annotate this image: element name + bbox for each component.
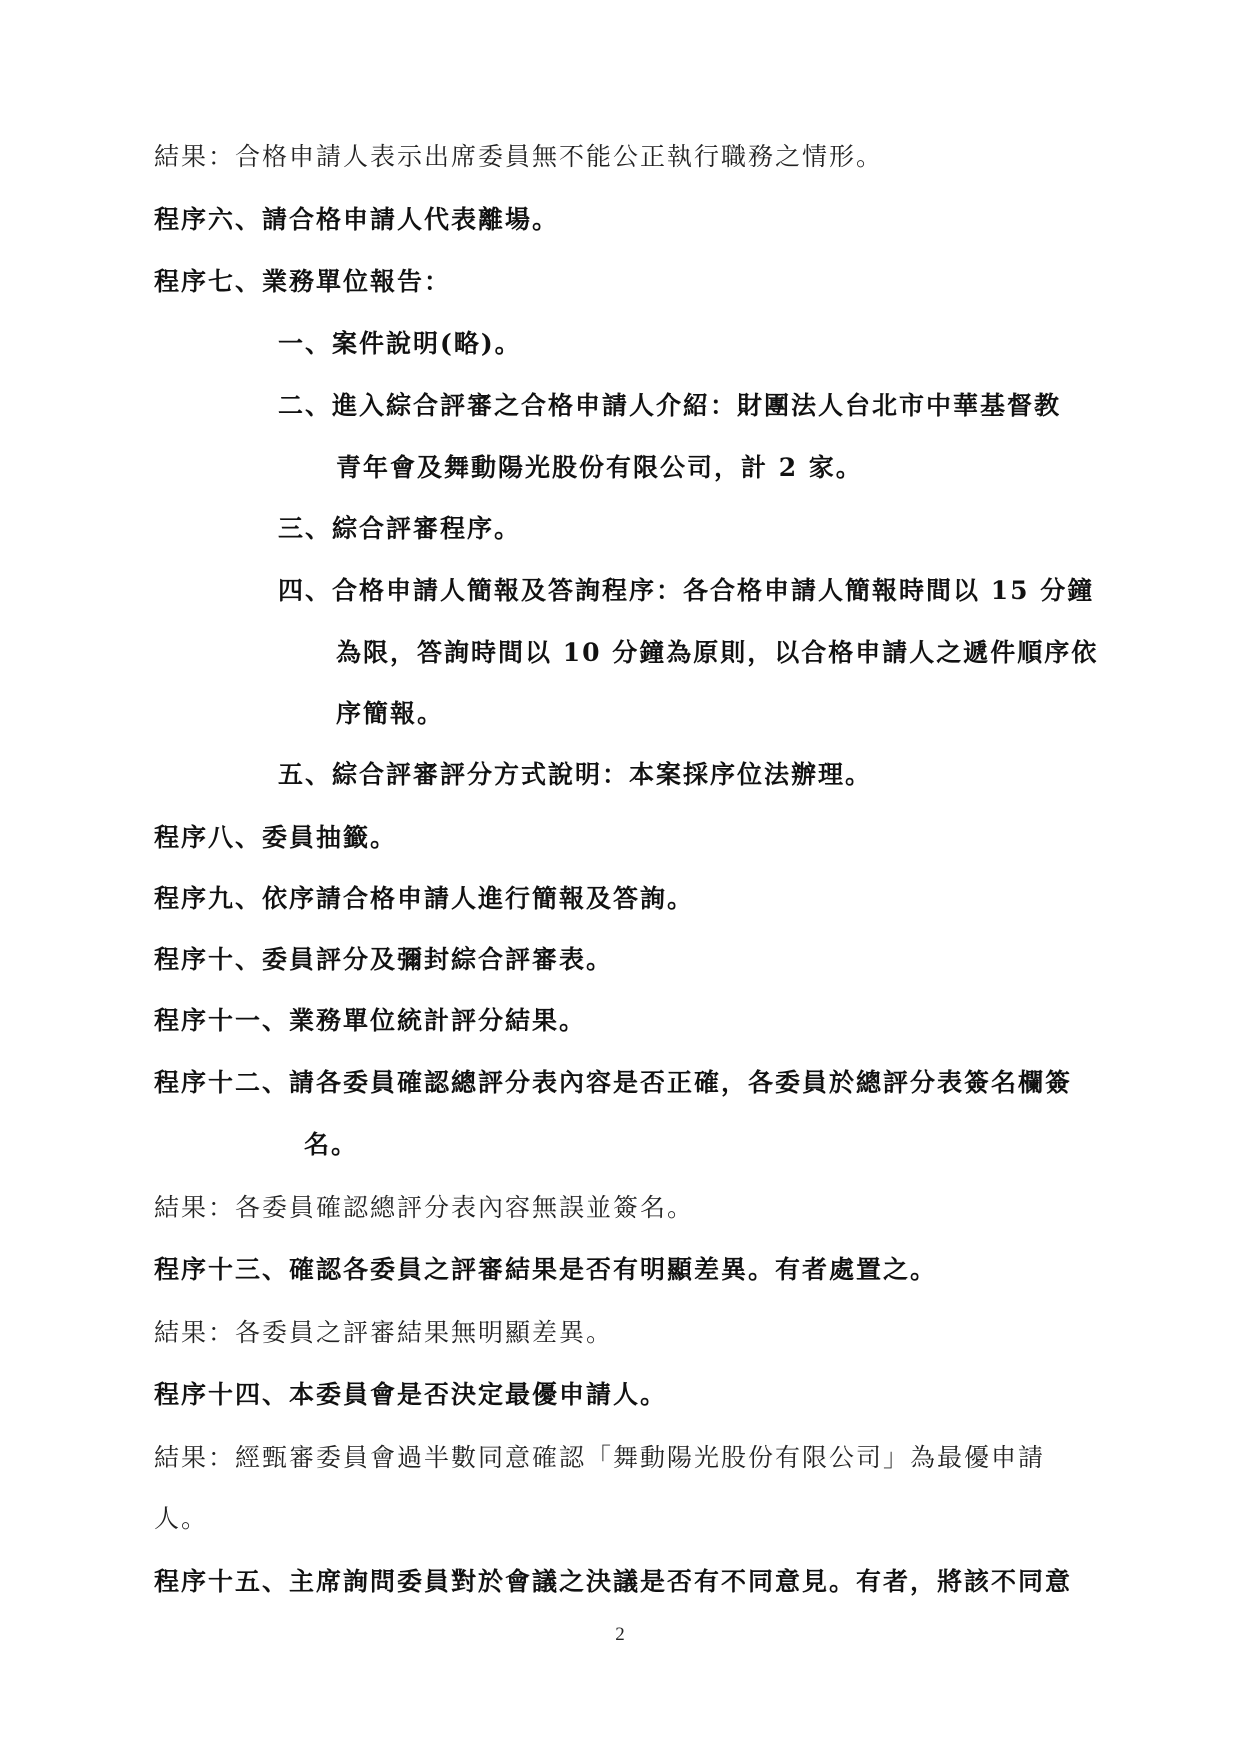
procedure-12: 程序十二、請各委員確認總評分表內容是否正確，各委員於總評分表簽名欄簽 bbox=[154, 1068, 1073, 1097]
procedure-13: 程序十三、確認各委員之評審結果是否有明顯差異。有者處置之。 bbox=[154, 1255, 938, 1284]
sub-item-2: 二、進入綜合評審之合格申請人介紹：財團法人台北市中華基督教 bbox=[278, 391, 1062, 420]
sub-item-3: 三、綜合評審程序。 bbox=[278, 514, 522, 543]
result-line-4: 結果：經甄審委員會過半數同意確認「舞動陽光股份有限公司」為最優申請 bbox=[154, 1443, 1046, 1472]
procedure-9: 程序九、依序請合格申請人進行簡報及答詢。 bbox=[154, 884, 695, 913]
result-line-1: 結果：合格申請人表示出席委員無不能公正執行職務之情形。 bbox=[154, 142, 884, 171]
procedure-7: 程序七、業務單位報告： bbox=[154, 267, 452, 296]
sub-item-4: 四、合格申請人簡報及答詢程序：各合格申請人簡報時間以 15 分鐘 bbox=[278, 576, 1095, 605]
sub-item-5: 五、綜合評審評分方式說明：本案採序位法辦理。 bbox=[278, 760, 873, 789]
sub-item-4-cont-2: 序簡報。 bbox=[336, 699, 445, 728]
result-line-4-cont: 人。 bbox=[154, 1504, 209, 1533]
page-number: 2 bbox=[615, 1624, 625, 1645]
result-line-3: 結果：各委員之評審結果無明顯差異。 bbox=[154, 1318, 614, 1347]
procedure-15: 程序十五、主席詢問委員對於會議之決議是否有不同意見。有者，將該不同意 bbox=[154, 1567, 1073, 1596]
procedure-14: 程序十四、本委員會是否決定最優申請人。 bbox=[154, 1380, 668, 1409]
procedure-8: 程序八、委員抽籤。 bbox=[154, 823, 398, 852]
sub-item-1: 一、案件說明(略)。 bbox=[278, 329, 522, 358]
sub-item-2-cont: 青年會及舞動陽光股份有限公司，計 2 家。 bbox=[336, 453, 863, 482]
sub-item-4-cont-1: 為限，答詢時間以 10 分鐘為原則，以合格申請人之遞件順序依 bbox=[336, 638, 1099, 667]
procedure-11: 程序十一、業務單位統計評分結果。 bbox=[154, 1006, 587, 1035]
procedure-12-cont: 名。 bbox=[304, 1130, 359, 1159]
procedure-10: 程序十、委員評分及彌封綜合評審表。 bbox=[154, 945, 614, 974]
procedure-6: 程序六、請合格申請人代表離場。 bbox=[154, 205, 560, 234]
result-line-2: 結果：各委員確認總評分表內容無誤並簽名。 bbox=[154, 1193, 695, 1222]
